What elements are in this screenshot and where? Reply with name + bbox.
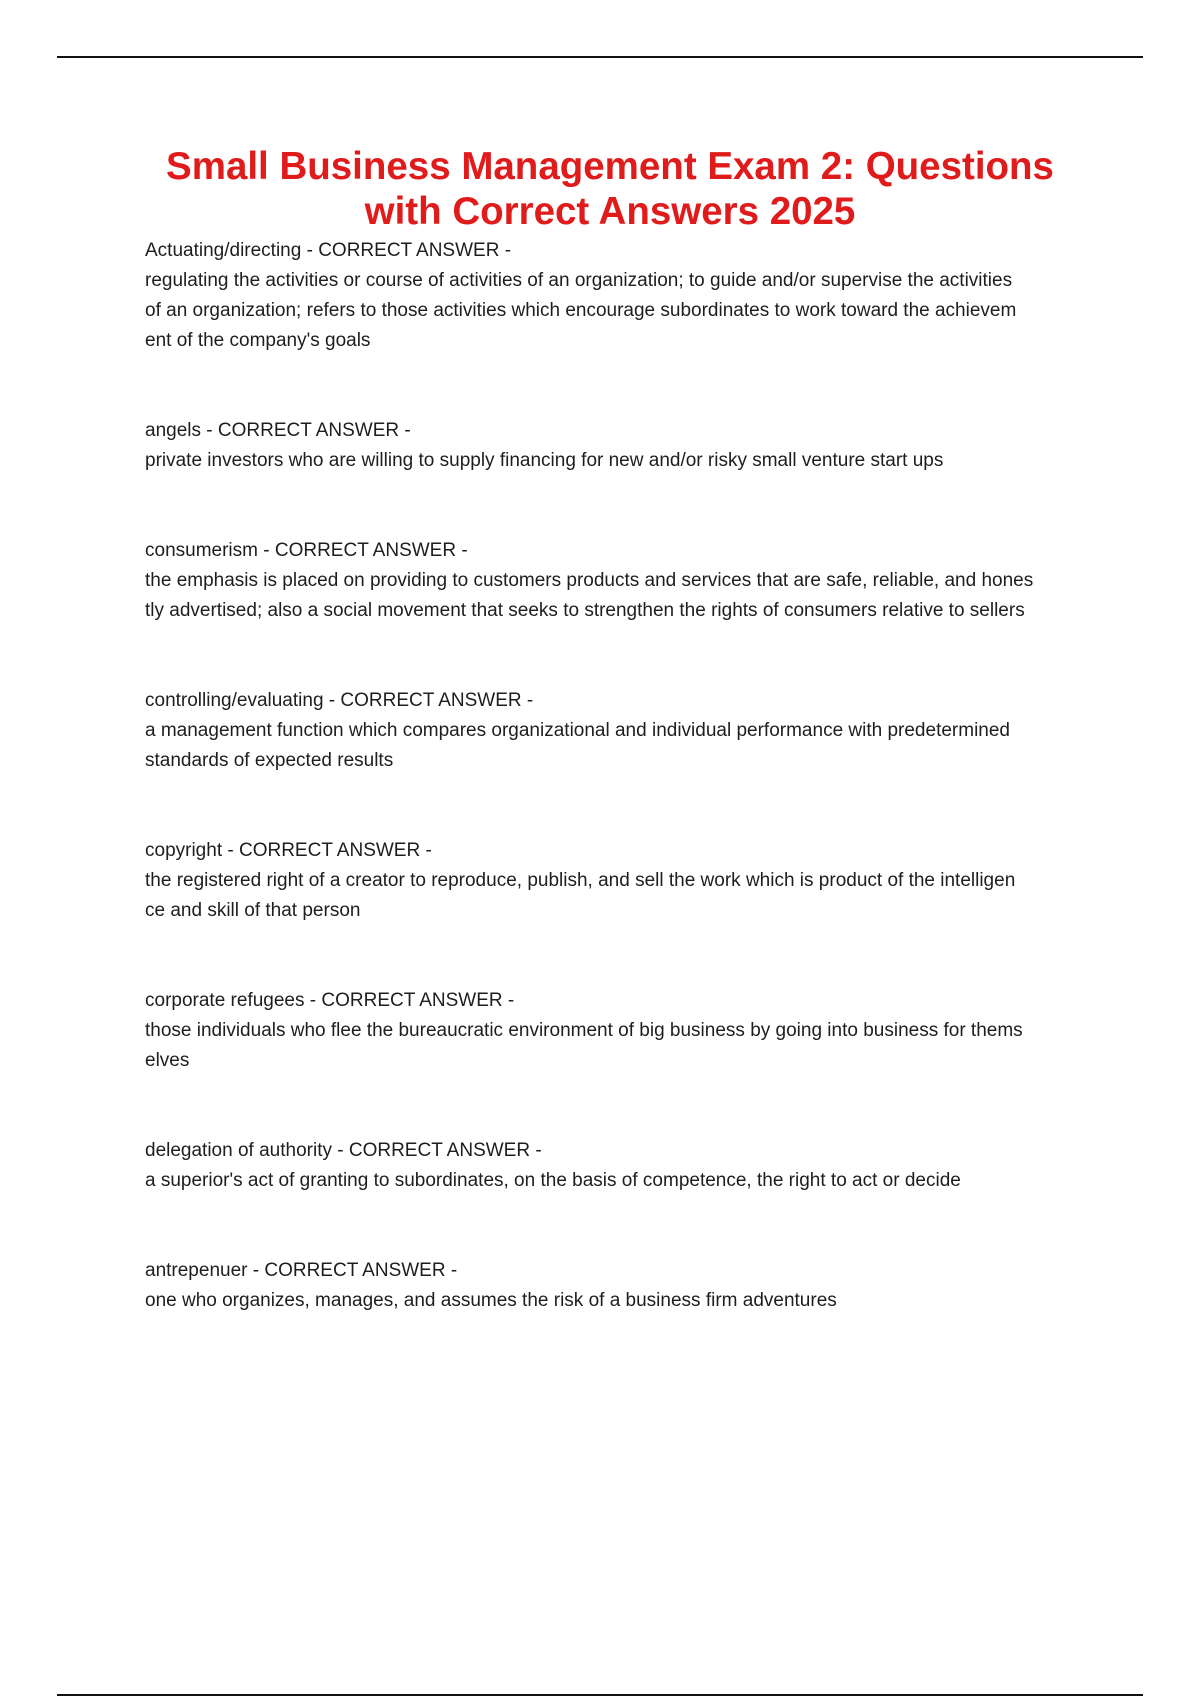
entry-definition-line: regulating the activities or course of activities of an organization; to guide and/or supervise the activities: [145, 270, 1013, 291]
glossary-entry: [145, 836, 1090, 926]
glossary-entry: [145, 686, 1090, 776]
glossary-entries: [145, 236, 1090, 1316]
entry-definition-line: elves: [145, 1050, 190, 1071]
entry-definition-line: a management function which compares organizational and individual performance with predetermined: [145, 720, 1010, 741]
entry-term: antrepenuer - CORRECT ANSWER -: [145, 1260, 458, 1281]
entry-definition-line: the registered right of a creator to reproduce, publish, and sell the work which is product of the intelligen: [145, 870, 1016, 891]
entry-term: angels - CORRECT ANSWER -: [145, 420, 411, 441]
entry-term: copyright - CORRECT ANSWER -: [145, 840, 432, 861]
entry-definition-line: standards of expected results: [145, 750, 394, 771]
entry-definition-line: ent of the company's goals: [145, 330, 371, 351]
entry-term: delegation of authority - CORRECT ANSWER -: [145, 1140, 542, 1161]
title-line: Small Business Management Exam 2: Questions: [166, 145, 1054, 188]
entry-definition-line: one who organizes, manages, and assumes the risk of a business firm adventures: [145, 1290, 837, 1311]
bottom-rule: [57, 1694, 1143, 1696]
entry-term: controlling/evaluating - CORRECT ANSWER -: [145, 690, 534, 711]
glossary-entry: [145, 1256, 1090, 1316]
entry-definition-line: those individuals who flee the bureaucratic environment of big business by going into business for thems: [145, 1020, 1023, 1041]
entry-definition-line: a superior's act of granting to subordinates, on the basis of competence, the right to act or decide: [145, 1170, 961, 1191]
glossary-entry: [145, 536, 1090, 626]
entry-definition-line: of an organization; refers to those activities which encourage subordinates to work toward the achievem: [145, 300, 1017, 321]
entry-definition-line: ce and skill of that person: [145, 900, 361, 921]
title-line: with Correct Answers 2025: [364, 190, 856, 233]
entry-term: consumerism - CORRECT ANSWER -: [145, 540, 468, 561]
glossary-entry: [145, 1136, 1090, 1196]
entry-term: Actuating/directing - CORRECT ANSWER -: [145, 240, 512, 261]
entry-definition-line: the emphasis is placed on providing to customers products and services that are safe, reliable, and hones: [145, 570, 1034, 591]
glossary-entry: [145, 986, 1090, 1076]
entry-definition-line: private investors who are willing to supply financing for new and/or risky small venture start ups: [145, 450, 944, 471]
top-rule: [57, 56, 1143, 58]
document-title: [130, 144, 1090, 234]
glossary-entry: [145, 416, 1090, 476]
glossary-entry: [145, 236, 1090, 356]
entry-definition-line: tly advertised; also a social movement that seeks to strengthen the rights of consumers relative to sellers: [145, 600, 1025, 621]
entry-term: corporate refugees - CORRECT ANSWER -: [145, 990, 515, 1011]
